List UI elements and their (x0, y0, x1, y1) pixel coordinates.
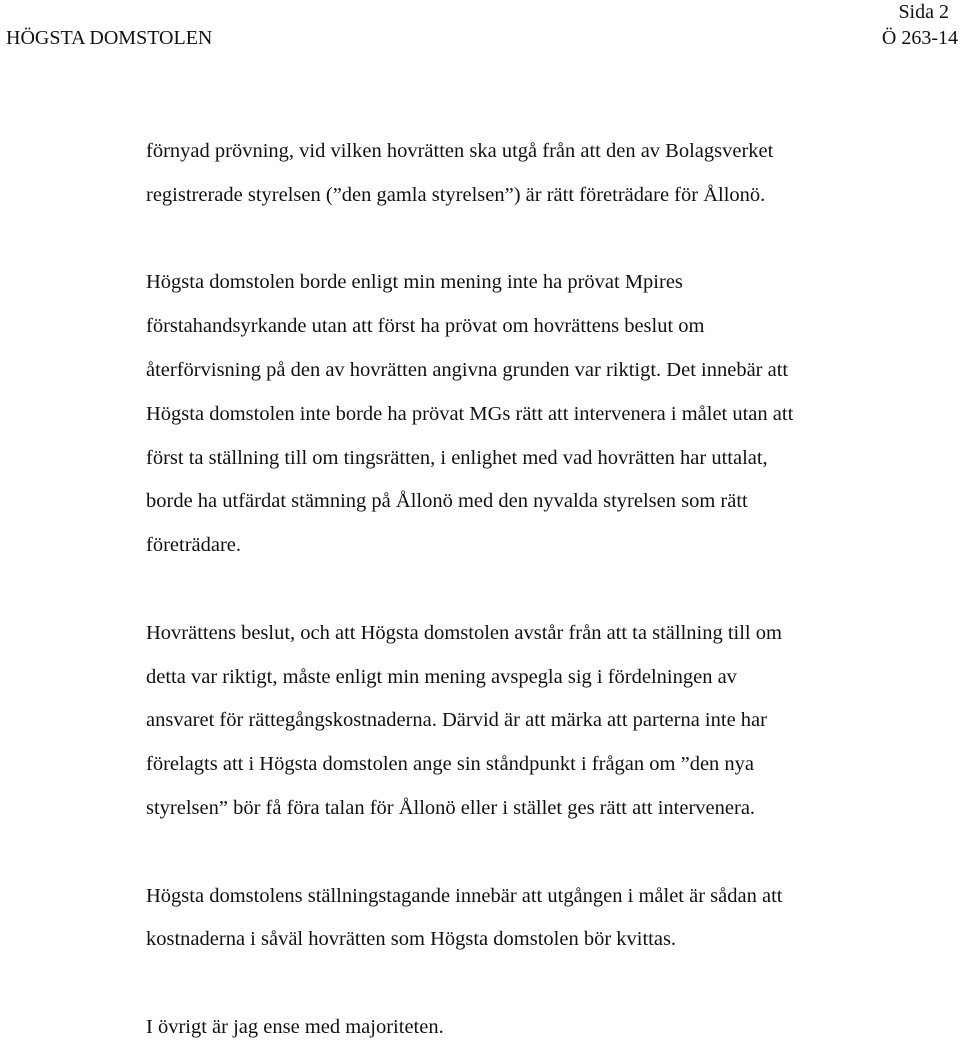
text-line: förstahandsyrkande utan att först ha prövat om hovrättens beslut om (146, 315, 705, 338)
text-line: Högsta domstolen borde enligt min mening inte ha prövat Mpires (146, 271, 683, 294)
paragraph-4 (146, 875, 946, 963)
text-line: förelagts att i Högsta domstolen ange sin ståndpunkt i frågan om ”den nya (146, 753, 755, 776)
text-line: först ta ställning till om tingsrätten, i enlighet med vad hovrätten har uttalat, (146, 446, 768, 469)
text-line: styrelsen” bör få föra talan för Ållonö eller i stället ges rätt att intervenera. (146, 796, 756, 819)
text-line: företrädare. (146, 534, 242, 557)
page-header (0, 0, 960, 56)
text-line: ansvaret för rättegångskostnaderna. Därvid är att märka att parterna inte har (146, 709, 767, 732)
text-line: återförvisning på den av hovrätten angivna grunden var riktigt. Det innebär att (146, 358, 789, 381)
text-line: registrerade styrelsen (”den gamla styrelsen”) är rätt företrädare för Ållonö. (146, 183, 766, 206)
text-line: Hovrättens beslut, och att Högsta domstolen avstår från att ta ställning till om (146, 621, 782, 644)
paragraph-2 (146, 261, 946, 568)
document-body (146, 130, 946, 1050)
case-number: Ö 263-14 (881, 27, 958, 49)
text-line: Högsta domstolens ställningstagande innebär att utgången i målet är sådan att (146, 884, 783, 907)
court-name: HÖGSTA DOMSTOLEN (6, 27, 213, 49)
text-line: Högsta domstolen inte borde ha prövat MGs rätt att intervenera i målet utan att (146, 402, 794, 425)
page-number: Sida 2 (898, 1, 949, 23)
text-line: borde ha utfärdat stämning på Ållonö med den nyvalda styrelsen som rätt (146, 490, 748, 513)
paragraph-1 (146, 130, 946, 218)
text-line: I övrigt är jag ense med majoriteten. (146, 1015, 444, 1038)
paragraph-5 (146, 1006, 946, 1050)
text-line: detta var riktigt, måste enligt min mening avspegla sig i fördelningen av (146, 665, 737, 688)
paragraph-3 (146, 612, 946, 831)
text-line: förnyad prövning, vid vilken hovrätten ska utgå från att den av Bolagsverket (146, 140, 774, 162)
text-line: kostnaderna i såväl hovrätten som Högsta domstolen bör kvittas. (146, 928, 677, 951)
